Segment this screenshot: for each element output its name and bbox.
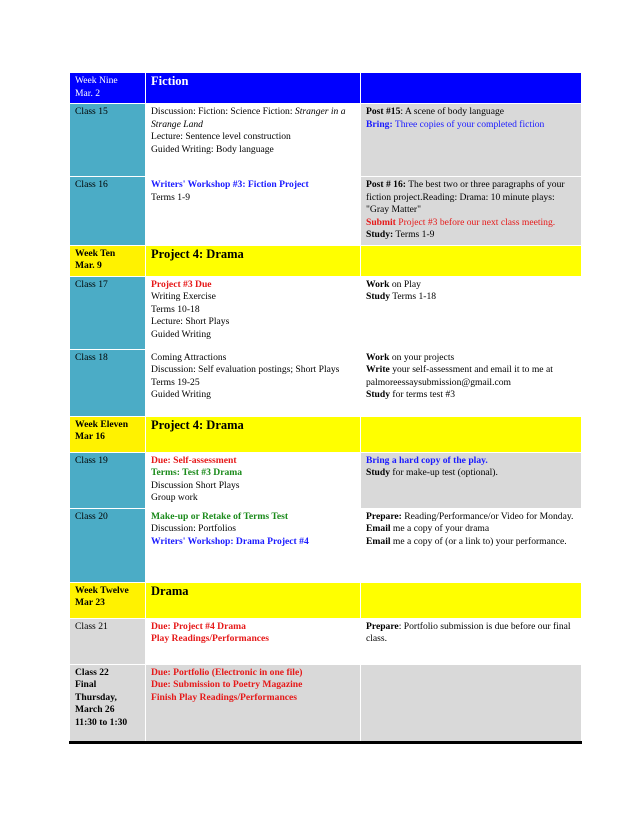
week-title [146, 416, 361, 452]
class-row [70, 508, 582, 582]
week-title-text: Drama [151, 583, 189, 598]
activity-text: Finish Play Readings/Performances [151, 691, 298, 703]
week-header-row [70, 416, 582, 452]
week-header-row [70, 582, 582, 618]
class-label-text: Thursday, [75, 691, 117, 703]
week-name: Week Twelve [75, 584, 129, 596]
class-activities [146, 276, 361, 349]
week-header-row [70, 73, 582, 104]
week-title [146, 245, 361, 276]
class-activities [146, 508, 361, 582]
homework-text: on Play [389, 278, 421, 290]
class-row [70, 618, 582, 664]
week-title-text: Project 4: Drama [151, 246, 244, 261]
class-label-text: Class 15 [75, 106, 108, 117]
homework-keyword: Write [366, 364, 390, 375]
class-label [70, 618, 146, 664]
homework-keyword: Prepare: [366, 510, 402, 522]
activity-text: Writers' Workshop: Drama Project #4 [151, 535, 309, 547]
class-label-text: March 26 [75, 704, 115, 715]
week-name: Week Nine [75, 75, 118, 86]
homework-text: for make-up test (optional). [390, 467, 498, 478]
week-title-text: Project 4: Drama [151, 417, 244, 432]
class-activities [146, 452, 361, 508]
homework-keyword: Study [366, 291, 390, 302]
week-date: Mar 16 [75, 431, 105, 442]
homework-keyword: Work [366, 278, 390, 290]
class-homework [361, 664, 582, 742]
class-label-text: Final [75, 679, 97, 690]
homework-keyword: Study: [366, 229, 394, 240]
activity-text: Lecture: Short Plays [151, 316, 230, 327]
activity-text: Terms 19-25 [151, 376, 200, 388]
homework-keyword: Bring a hard copy of the play. [366, 454, 488, 466]
class-row [70, 452, 582, 508]
activity-text: Writing Exercise [151, 291, 216, 302]
class-label-text: Class 21 [75, 620, 108, 632]
activity-book-title: Stranger in a Strange Land [151, 106, 346, 130]
class-label-text: Class 20 [75, 510, 108, 522]
homework-keyword: Post #15 [366, 106, 401, 117]
homework-keyword: Submit [366, 216, 396, 228]
week-date: Mar. 2 [75, 87, 101, 99]
week-title [146, 73, 361, 104]
class-homework [361, 452, 582, 508]
activity-text: Discussion: Portfolios [151, 523, 237, 534]
activity-text: Writers' Workshop #3: Fiction Project [151, 179, 309, 190]
class-label-text: 11:30 to 1:30 [75, 716, 128, 728]
class-row [70, 104, 582, 177]
homework-text: : A scene of body language [400, 106, 505, 117]
class-label-text: Class 18 [75, 351, 108, 363]
class-activities [146, 104, 361, 177]
week-label [70, 73, 146, 104]
activity-text: Group work [151, 492, 198, 503]
class-homework [361, 104, 582, 177]
week-label [70, 582, 146, 618]
homework-text: : Portfolio submission is due before our final class. [366, 620, 571, 644]
homework-keyword: Prepare [366, 620, 399, 632]
homework-text: your self-assessment and email it to me at palmoreessaysubmission@gmail.com [366, 364, 553, 388]
activity-text: Due: Self-assessment [151, 454, 237, 466]
homework-text: Reading/Performance/or Video for Monday. [401, 510, 574, 522]
week-label [70, 416, 146, 452]
homework-text: me a copy of (or a link to) your performance. [390, 535, 567, 547]
homework-keyword: Email [366, 535, 391, 547]
class-homework [361, 618, 582, 664]
activity-text: Terms: Test #3 Drama [151, 467, 243, 478]
class-label [70, 177, 146, 246]
class-activities [146, 177, 361, 246]
activity-text: Due: Project #4 Drama [151, 620, 246, 632]
activity-text: Terms 10-18 [151, 303, 200, 315]
class-label [70, 104, 146, 177]
week-header-blank [361, 582, 582, 618]
activity-text: Due: Submission to Poetry Magazine [151, 679, 303, 690]
activity-text: Lecture: Sentence level construction [151, 131, 291, 142]
homework-text: Terms 1-9 [393, 229, 435, 240]
week-header-blank [361, 245, 582, 276]
activity-text: Terms 1-9 [151, 191, 191, 203]
activity-text: Discussion: Fiction: Science Fiction: [151, 106, 295, 117]
activity-text: Discussion: Self evaluation postings; Short Plays [151, 364, 340, 375]
homework-text: Three copies of your completed fiction [392, 118, 545, 130]
homework-text: Project #3 before our next class meeting. [395, 216, 556, 228]
week-date: Mar 23 [75, 597, 105, 608]
homework-text: on your projects [389, 351, 455, 363]
homework-keyword: Work [366, 351, 390, 363]
class-homework [361, 276, 582, 349]
week-header-blank [361, 73, 582, 104]
homework-keyword: Bring: [366, 118, 393, 130]
schedule-table [69, 72, 582, 744]
activity-text: Guided Writing [151, 328, 211, 340]
activity-text: Play Readings/Performances [151, 633, 270, 644]
class-label-text: Class 19 [75, 454, 108, 466]
activity-text: Coming Attractions [151, 351, 227, 363]
class-homework [361, 349, 582, 416]
class-label-text: Class 16 [75, 179, 108, 190]
class-label [70, 664, 146, 742]
class-activities [146, 664, 361, 742]
activity-text: Guided Writing [151, 389, 211, 400]
activity-text: Discussion Short Plays [151, 479, 240, 491]
class-activities [146, 618, 361, 664]
class-row [70, 349, 582, 416]
activity-text: Guided Writing: Body language [151, 143, 274, 155]
class-label [70, 349, 146, 416]
class-label-text: Class 22 [75, 666, 109, 678]
week-header-row [70, 245, 582, 276]
class-homework [361, 508, 582, 582]
homework-text: me a copy of your drama [390, 523, 490, 534]
week-name: Week Eleven [75, 418, 129, 430]
activity-text: Project #3 Due [151, 278, 212, 290]
homework-keyword: Email [366, 523, 391, 534]
homework-text: The best two or three paragraphs of your fiction project.Reading: Drama: 10 minute plays: "Gray Matter" [366, 179, 565, 215]
class-label [70, 276, 146, 349]
week-title-text: Fiction [151, 74, 189, 88]
week-name: Week Ten [75, 247, 116, 259]
class-label [70, 452, 146, 508]
class-row [70, 276, 582, 349]
class-activities [146, 349, 361, 416]
homework-keyword: Study [366, 467, 390, 478]
week-date: Mar. 9 [75, 260, 102, 271]
class-label-text: Class 17 [75, 278, 108, 290]
week-label [70, 245, 146, 276]
homework-keyword: Study [366, 389, 390, 400]
homework-keyword: Post # 16: [366, 179, 406, 190]
week-title [146, 582, 361, 618]
class-row [70, 664, 582, 742]
class-homework [361, 177, 582, 246]
class-row [70, 177, 582, 246]
homework-text: for terms test #3 [390, 389, 456, 400]
activity-text: Due: Portfolio (Electronic in one file) [151, 666, 303, 678]
activity-text: Make-up or Retake of Terms Test [151, 510, 289, 522]
week-header-blank [361, 416, 582, 452]
class-label [70, 508, 146, 582]
homework-text: Terms 1-18 [390, 291, 437, 302]
